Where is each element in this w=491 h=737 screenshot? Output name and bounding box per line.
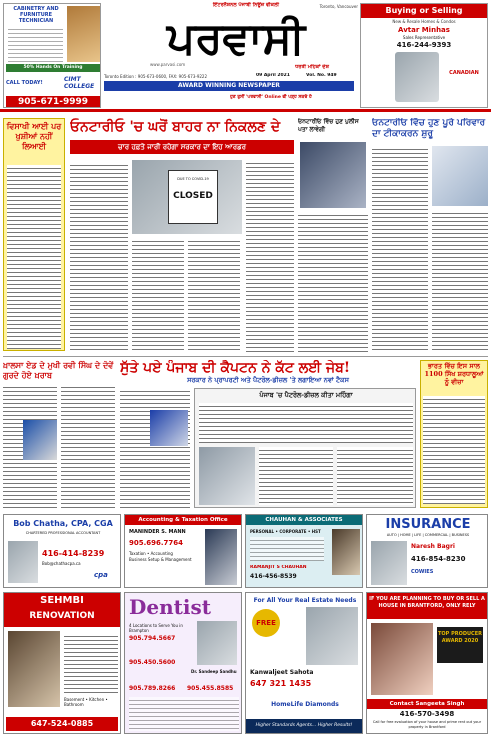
award-banner: AWARD WINNING NEWSPAPER [104,81,354,91]
agent-photo [395,52,439,102]
chauhan-sub: PERSONAL • CORPORATE • HST [250,529,321,534]
ad-maninder-mann[interactable] [124,514,242,588]
bob-chatha-name: Bob Chatha, CPA, CGA [13,519,113,528]
petrol-pump-photo [199,447,255,505]
lead-col-4 [246,160,294,352]
side-story-police[interactable] [298,118,368,352]
lead-col-2 [132,238,184,352]
closed-sign-top: DUE TO COVID-19 [177,177,209,181]
side-story-headline: ਓਨਟਾਰੀਓ ਵਿੱਚ ਹੁਣ ਪੁਲੀਸ ਪਤਾ ਲਾਵੇਗੀ [298,118,359,133]
top-producer-badge: TOP PRODUCER AWARD 2020 [437,627,483,663]
sangeeta-title: IF YOU ARE PLANNING TO BUY OR SELL A HOUSE IN BRANTFORD, ONLY RELY [367,593,487,619]
dentist-phone-3[interactable]: 905.789.8266 [129,685,176,692]
lead-subhead: ਚਾਰ ਹਫ਼ਤੇ ਜਾਰੀ ਰਹੇਗਾ ਸਰਕਾਰ ਦਾ ਇਹ ਆਰਡਰ [70,140,294,154]
ad-chauhan-associates[interactable] [245,514,363,588]
dentist-phone-1[interactable]: 905.794.5667 [129,635,176,642]
cpa-logo: cpa [94,571,108,579]
sehmbi-photo [8,631,60,707]
ad-bob-chatha[interactable] [3,514,121,588]
dentist-addresses [129,697,239,731]
ad-cabinetry[interactable] [3,3,101,108]
mann-phone[interactable]: 905.696.7764 [129,539,184,547]
masthead-subtitle: ਧਰਤੀ ਮਹਿਕਾਂ ਦੇਸ਼ [295,64,329,70]
masthead-web[interactable]: www.parvasi.com [150,62,186,67]
bob-chatha-email[interactable]: Bob@chathacpa.ca [42,561,81,566]
sidebar-headline: ਵਿਸਾਖੀ ਆਈ ਪਰ ਖੁਸ਼ੀਆਂ ਨਹੀਂ ਲਿਆਈ [6,121,62,151]
chauhan-title: CHAUHAN & ASSOCIATES [246,515,362,525]
sehmbi-services [64,633,118,693]
vaccination-story[interactable] [372,118,488,352]
chauhan-photo [332,529,360,575]
ad-real-estate-minhas[interactable] [360,3,488,108]
ad-cabinetry-title2: FURNITURE [19,12,53,18]
buying-selling-sub: New & Resale Homes & Condos [392,19,456,24]
insurance-phone[interactable]: 416-854-8230 [411,555,466,563]
dentist-photo [197,621,237,665]
closed-sign-text: CLOSED [173,191,213,201]
masthead-title: ਪਰਵਾਸੀ [166,13,306,64]
side-story-text [298,212,368,352]
sehmbi-header [4,593,120,627]
petrol-text-col-2 [337,447,413,505]
ad-dentist[interactable] [124,592,242,734]
cimt-logo: CIMT COLLEGE [64,76,95,90]
issue-number: 949 [327,73,337,78]
ad-sehmbi-renovation[interactable] [3,592,121,734]
insurance-name: Naresh Bagri [411,543,455,550]
cowies-logo: COWIES [411,569,434,575]
pilgrims-headline: ਭਾਰਤ ਵਿੱਚ ਇਸ ਸਾਲ 1100 ਸਿੱਖ ਸ਼ਰਧਾਲੂਆਂ ਨੂੰ ਵੀਜ਼ਾ [424,362,484,386]
mann-line2: Business Setup & Management [129,557,192,562]
agent-role: Sales Representative [402,35,446,40]
cabinetry-phone[interactable]: 905-671-9999 [6,96,100,108]
sidebar-body-text [7,165,61,349]
insurance-sub: AUTO | HOME | LIFE | COMMERCIAL | BUSINESS [386,533,470,537]
issue-label: Vol. No. [306,73,326,78]
petrol-price-box[interactable] [194,388,416,508]
sangeeta-name: Contact Sangeeta Singh [367,699,487,709]
sehmbi-title: SEHMBI [40,595,84,606]
dentist-title: Dentist [129,595,211,619]
agent-name: Avtar Minhas [398,26,450,34]
sangeeta-footer: Call for free evaluation of your house and prime rent out your property in Brantford [372,720,482,729]
masthead-date: 09 April 2021 [256,73,290,78]
agent-phone[interactable]: 416-244-9393 [396,41,452,49]
chauhan-name: RAMANJIT S CHAUHAN [250,565,307,570]
ad-cabinetry-title1: CABINETRY AND [13,6,59,12]
dentist-sub: 4 Locations to Serve You in Brampton [129,623,183,633]
vaccination-col-1 [372,146,428,352]
captain-col-1 [120,388,190,508]
dentist-doctor: Dr. Sandeep Sandhu [191,669,237,674]
petrol-text-col-1 [259,447,333,505]
bob-chatha-phone[interactable]: 416-414-8239 [42,549,105,558]
sahota-title: For All Your Real Estate Needs [253,597,357,604]
sahota-footer: Higher Standards Agents... Higher Results! [246,719,362,733]
vaccination-headline: ਓਨਟਾਰੀਓ ਵਿੱਚ ਹੁਣ ਪੂਰੇ ਪਰਿਵਾਰ ਦਾ ਟੀਕਾਕਰਨ ਸ਼ੁਰੂ [372,118,486,139]
sangeeta-phone[interactable]: 416-570-3498 [399,710,455,718]
mann-photo [205,529,237,585]
bob-chatha-photo [8,541,38,583]
insurance-title: INSURANCE [385,517,471,532]
online-tag: ਹੁਣ ਤੁਸੀਂ 'ਪਰਵਾਸੀ' Online ਵੀ ਪੜ੍ਹ ਸਕਦੇ ਹੋ [230,95,312,100]
call-today-label: CALL TODAY! [6,80,43,86]
closed-sign-photo [132,160,242,234]
sahota-phone[interactable]: 647 321 1435 [250,679,312,688]
sangeeta-photo [371,623,433,695]
masthead-issue [306,73,354,78]
ad-insurance-bagri[interactable] [366,514,488,588]
khalsa-aid-story[interactable] [3,360,115,508]
pilgrims-text [423,396,485,504]
ad-sangeeta-singh[interactable] [366,592,488,734]
insurance-photo [371,541,407,585]
ad-cabinetry-title3: TECHNICIAN [18,18,54,24]
vaccine-photo [432,146,488,206]
sahota-photo [306,607,358,665]
sehmbi-tag: Basement • Kitchen • Bathroom [64,697,108,707]
vaccination-col-2 [432,210,488,352]
captain-story-header[interactable] [120,360,416,384]
masthead-cities: Toronto, Vancouver [319,4,358,9]
buying-selling-title: Buying or Selling [361,4,487,18]
section-divider [3,356,488,357]
sehmbi-title2: RENOVATION [29,611,95,621]
chauhan-services [250,537,324,561]
captain-headline: ਸੁੱਤੇ ਪਏ ਪੰਜਾਬ ਦੀ ਕੈਪਟਨ ਨੇ ਕੱਟ ਲਈ ਜੇਬ! [120,360,351,376]
khalsa-aid-col-2 [61,384,115,508]
captain-photo [150,410,188,446]
bob-chatha-sub: CHARTERED PROFESSIONAL ACCOUNTANT [25,531,101,535]
sidebar-vaisakhi[interactable] [3,118,65,351]
ad-cabinetry-text [8,26,63,62]
lead-col-3 [188,238,240,352]
khalsa-aid-headline: ਖ਼ਾਲਸਾ ਏਡ ਦੇ ਮੁਖੀ ਰਵੀ ਸਿੰਘ ਦੇ ਦੋਵੇਂ ਗੁਰਦੇ ਹੋਏ ਖ਼ਰਾਬ [3,360,114,380]
masthead-tagline: ਇੰਟਰਨੈਸ਼ਨਲ ਪੰਜਾਬੀ ਨਿਊਜ਼ ਵੀਕਲੀ [213,2,279,8]
brokerage-logo: CANADIAN [449,70,479,76]
captain-subhead: ਸਰਕਾਰ ਨੇ ਪ੍ਰਾਪਰਟੀ ਅਤੇ ਪੈਟਰੋਲ-ਡੀਜ਼ਲ 'ਤੇ ਲਗਾਇਆ ਨਵਾਂ ਟੈਕਸ [187,376,349,384]
ad-kanwaljeet-sahota[interactable] [245,592,363,734]
free-badge: FREE [252,609,280,637]
petrol-text-top [199,403,413,443]
lead-story-header[interactable] [70,118,294,158]
lead-headline: ਓਨਟਾਰੀਓ 'ਚ ਘਰੋਂ ਬਾਹਰ ਨਾ ਨਿਕਲਣ ਦੇ [70,119,281,135]
ravi-singh-photo [23,420,57,460]
minister-photo [300,142,366,208]
closed-sign [168,170,218,224]
cabinet-tools-image [67,6,100,62]
pilgrims-visa-story[interactable] [420,360,488,508]
homelife-logo: HomeLife Diamonds [271,701,339,708]
masthead [0,0,491,112]
sahota-name: Kanwaljeet Sahota [250,669,314,676]
masthead-contact: Toronto Edition : 905-673-0600, FAX: 905-673-9222 [104,74,208,79]
chauhan-phone[interactable]: 416-456-8539 [250,573,297,580]
lead-col-1 [70,162,128,352]
petrol-headline: ਪੰਜਾਬ 'ਚ ਪੈਟਰੋਲ-ਡੀਜ਼ਲ ਕੀਤਾ ਮਹਿੰਗਾ [259,391,353,399]
mann-title: Accounting & Taxation Office [125,515,241,525]
mann-name: MANINDER S. MANN [129,529,186,535]
sehmbi-phone[interactable]: 647-524-0885 [6,717,118,731]
dentist-phone-4[interactable]: 905.455.8585 [187,685,234,692]
mann-line1: Taxation • Accounting [129,551,173,556]
hands-on-banner: 50% Hands On Training [6,64,100,72]
dentist-phone-2[interactable]: 905.450.5600 [129,659,176,666]
